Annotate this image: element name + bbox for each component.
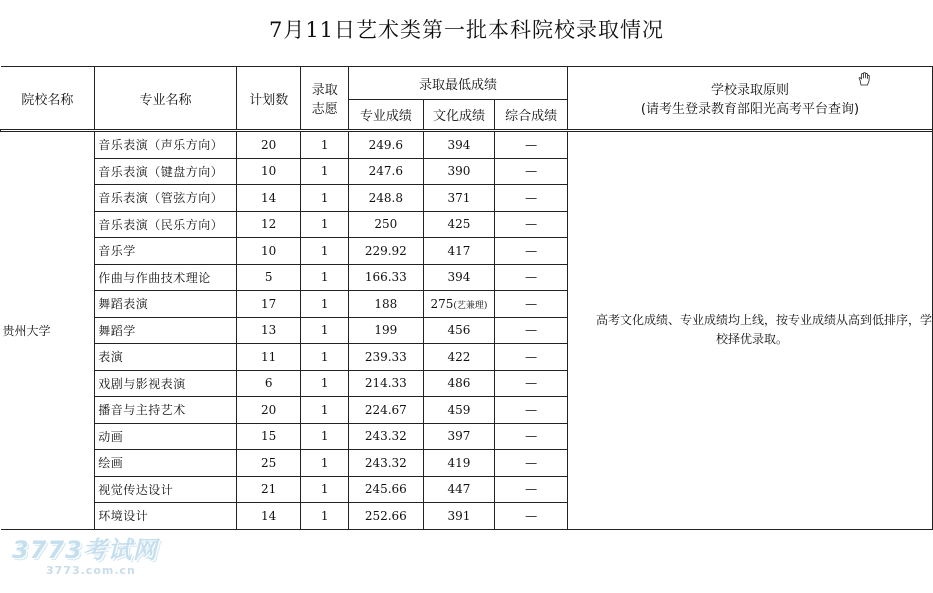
- wish-cell: 1: [301, 317, 349, 344]
- plan-cell: 5: [236, 264, 301, 291]
- wish-cell: 1: [301, 158, 349, 185]
- comp-score-cell: —: [495, 317, 568, 344]
- cul-score-value: 422: [447, 349, 471, 364]
- pro-score-cell: 188: [349, 291, 424, 318]
- comp-score-cell: —: [495, 344, 568, 371]
- plan-cell: 12: [236, 211, 301, 238]
- cul-score-cell: [423, 291, 495, 318]
- major-cell: 播音与主持艺术: [95, 397, 237, 424]
- pro-score-cell: 229.92: [349, 238, 424, 265]
- cul-score-value: 275: [430, 296, 454, 311]
- cul-score-cell: [423, 238, 495, 265]
- cul-score-cell: [423, 211, 495, 238]
- major-cell: 动画: [95, 423, 237, 450]
- comp-score-cell: —: [495, 423, 568, 450]
- comp-score-cell: —: [495, 132, 568, 159]
- header-principle: [567, 67, 932, 130]
- cul-score-cell: [423, 132, 495, 159]
- principle-text: 高考文化成绩、专业成绩均上线，按专业成绩从高到低排序，学校择优录取。: [595, 313, 932, 347]
- major-cell: 环境设计: [95, 503, 237, 530]
- major-cell: 舞蹈学: [95, 317, 237, 344]
- plan-cell: 21: [236, 476, 301, 503]
- header-min-scores: 录取最低成绩: [349, 67, 568, 100]
- comp-score-cell: —: [495, 291, 568, 318]
- comp-score-cell: —: [495, 503, 568, 530]
- cul-score-cell: [423, 503, 495, 530]
- cul-score-note: (艺兼理): [453, 300, 488, 311]
- cul-score-cell: [423, 158, 495, 185]
- cul-score-cell: [423, 344, 495, 371]
- pro-score-cell: 249.6: [349, 132, 424, 159]
- cul-score-cell: [423, 370, 495, 397]
- major-cell: 音乐表演（民乐方向）: [95, 211, 237, 238]
- cul-score-cell: [423, 264, 495, 291]
- hand-cursor-icon: [857, 72, 871, 86]
- pro-score-cell: 245.66: [349, 476, 424, 503]
- cul-score-value: 417: [447, 243, 471, 258]
- major-cell: 音乐表演（管弦方向）: [95, 185, 237, 212]
- major-cell: 音乐学: [95, 238, 237, 265]
- pro-score-cell: 247.6: [349, 158, 424, 185]
- wish-cell: 1: [301, 344, 349, 371]
- wish-cell: 1: [301, 370, 349, 397]
- plan-cell: 14: [236, 185, 301, 212]
- header-wish-line1: 录取: [311, 83, 338, 98]
- header-comp-score: 综合成绩: [495, 100, 568, 130]
- wish-cell: 1: [301, 291, 349, 318]
- wish-cell: 1: [301, 264, 349, 291]
- cul-score-cell: [423, 450, 495, 477]
- major-cell: 绘画: [95, 450, 237, 477]
- cul-score-value: 397: [447, 429, 471, 444]
- header-major: 专业名称: [95, 67, 237, 130]
- wish-cell: 1: [301, 397, 349, 424]
- comp-score-cell: —: [495, 211, 568, 238]
- wish-cell: 1: [301, 238, 349, 265]
- pro-score-cell: 214.33: [349, 370, 424, 397]
- pro-score-cell: 239.33: [349, 344, 424, 371]
- plan-cell: 10: [236, 158, 301, 185]
- header-plan: 计划数: [236, 67, 301, 130]
- major-cell: 舞蹈表演: [95, 291, 237, 318]
- pro-score-cell: 166.33: [349, 264, 424, 291]
- header-pro-score: 专业成绩: [349, 100, 424, 130]
- comp-score-cell: —: [495, 397, 568, 424]
- cul-score-cell: [423, 185, 495, 212]
- plan-cell: 13: [236, 317, 301, 344]
- comp-score-cell: —: [495, 370, 568, 397]
- cul-score-value: 394: [447, 137, 471, 152]
- watermark-url: 3773.com.cn: [46, 564, 136, 577]
- major-cell: 音乐表演（声乐方向）: [95, 132, 237, 159]
- plan-cell: 6: [236, 370, 301, 397]
- comp-score-cell: —: [495, 450, 568, 477]
- cul-score-cell: [423, 317, 495, 344]
- pro-score-cell: 224.67: [349, 397, 424, 424]
- pro-score-cell: 243.32: [349, 423, 424, 450]
- major-cell: 作曲与作曲技术理论: [95, 264, 237, 291]
- comp-score-cell: —: [495, 238, 568, 265]
- pro-score-cell: 199: [349, 317, 424, 344]
- wish-cell: 1: [301, 423, 349, 450]
- comp-score-cell: —: [495, 476, 568, 503]
- table-row: [1, 132, 933, 159]
- comp-score-cell: —: [495, 264, 568, 291]
- cul-score-value: 425: [447, 217, 471, 232]
- school-name-cell: 贵州大学: [1, 132, 95, 530]
- pro-score-cell: 252.66: [349, 503, 424, 530]
- wish-cell: 1: [301, 211, 349, 238]
- wish-cell: 1: [301, 132, 349, 159]
- plan-cell: 25: [236, 450, 301, 477]
- wish-cell: 1: [301, 185, 349, 212]
- plan-cell: 11: [236, 344, 301, 371]
- header-principle-sub: (请考生登录教育部阳光高考平台查询): [640, 102, 860, 117]
- cul-score-value: 456: [447, 323, 471, 338]
- cul-score-value: 459: [447, 402, 471, 417]
- wish-cell: 1: [301, 476, 349, 503]
- major-cell: 音乐表演（键盘方向）: [95, 158, 237, 185]
- cul-score-value: 394: [447, 270, 471, 285]
- plan-cell: 20: [236, 132, 301, 159]
- wish-cell: 1: [301, 503, 349, 530]
- cul-score-value: 419: [447, 455, 471, 470]
- cul-score-value: 390: [447, 164, 471, 179]
- site-watermark: [8, 528, 183, 588]
- plan-cell: 14: [236, 503, 301, 530]
- plan-cell: 10: [236, 238, 301, 265]
- watermark-logo-text: 3773考试网: [12, 536, 158, 564]
- comp-score-cell: —: [495, 185, 568, 212]
- cul-score-value: 486: [447, 376, 471, 391]
- pro-score-cell: 250: [349, 211, 424, 238]
- plan-cell: 15: [236, 423, 301, 450]
- header-wish-line2: 志愿: [311, 102, 338, 117]
- plan-cell: 17: [236, 291, 301, 318]
- comp-score-cell: —: [495, 158, 568, 185]
- major-cell: 视觉传达设计: [95, 476, 237, 503]
- pro-score-cell: 248.8: [349, 185, 424, 212]
- major-cell: 表演: [95, 344, 237, 371]
- page-title: 7月11日艺术类第一批本科院校录取情况: [268, 18, 665, 42]
- cul-score-cell: [423, 397, 495, 424]
- header-row-top: [1, 67, 933, 100]
- pro-score-cell: 243.32: [349, 450, 424, 477]
- major-cell: 戏剧与影视表演: [95, 370, 237, 397]
- cul-score-value: 371: [447, 190, 471, 205]
- plan-cell: 20: [236, 397, 301, 424]
- principle-cell: [567, 132, 932, 530]
- admission-table: [0, 66, 933, 530]
- cul-score-value: 391: [447, 508, 471, 523]
- header-principle-title: 学校录取原则: [710, 83, 789, 98]
- cul-score-cell: [423, 476, 495, 503]
- cul-score-value: 447: [447, 482, 471, 497]
- header-cul-score: 文化成绩: [423, 100, 495, 130]
- cul-score-cell: [423, 423, 495, 450]
- wish-cell: 1: [301, 450, 349, 477]
- header-wish: [301, 67, 349, 130]
- header-school: 院校名称: [1, 67, 95, 130]
